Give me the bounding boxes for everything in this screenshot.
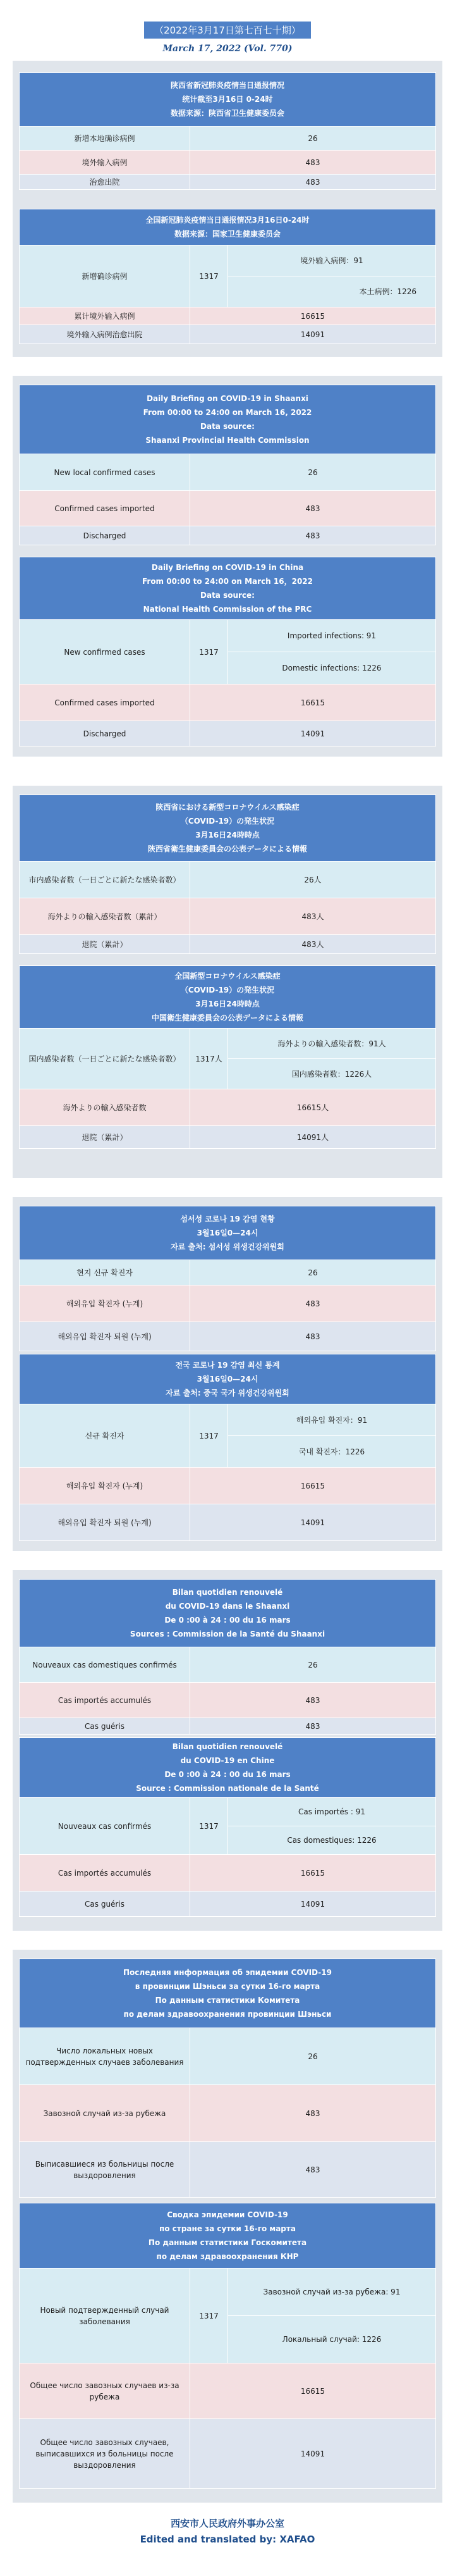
table-title bbox=[19, 795, 436, 862]
table-row bbox=[19, 1798, 436, 1855]
title-line: 전국 코로나 19 감염 최신 통계 bbox=[175, 1361, 280, 1370]
sub-value: Cas importés : 91 bbox=[298, 1807, 365, 1816]
sub-value: 本土病例：1226 bbox=[228, 276, 435, 307]
row-label: Общее число завозных случаев, выписавшихся из больницы после выздоровления bbox=[20, 2419, 190, 2488]
title-line: du COVID-19 en Chine bbox=[180, 1756, 275, 1765]
shaanxi-table-ja bbox=[19, 795, 436, 954]
table-title bbox=[19, 72, 436, 127]
row-value: 26 bbox=[308, 1268, 318, 1277]
table-row bbox=[19, 2142, 436, 2198]
row-label: 累计境外输入病例 bbox=[20, 307, 190, 325]
section-french bbox=[13, 1570, 442, 1931]
table-row bbox=[19, 1404, 436, 1468]
title-line: De 0 :00 à 24 : 00 du 16 mars bbox=[164, 1616, 291, 1625]
table-row bbox=[19, 1089, 436, 1126]
title-line: 陝西省における新型コロナウイルス感染症 bbox=[155, 803, 300, 812]
row-value: 14091 bbox=[300, 729, 325, 738]
table-row bbox=[19, 1892, 436, 1917]
table-row bbox=[19, 935, 436, 954]
title-line: 陝西省衛生健康委員会の公表データによる情報 bbox=[147, 845, 307, 853]
row-label: 退院（累計） bbox=[20, 1126, 190, 1148]
row-value: 16615 bbox=[300, 1868, 325, 1878]
table-row bbox=[19, 491, 436, 526]
row-label: Новый подтвержденный случай заболевания bbox=[20, 2269, 190, 2363]
title-line: Data source: bbox=[200, 422, 255, 431]
row-label: 해외유입 확진자 퇴원 (누계) bbox=[20, 1504, 190, 1540]
row-value: 16615 bbox=[300, 311, 325, 321]
row-label: 市内感染者数（一日ごとに新たな感染者数） bbox=[20, 862, 190, 898]
table-title bbox=[19, 1579, 436, 1647]
title-line: по делам здравоохранения КНР bbox=[156, 2252, 299, 2261]
sub-value: Завозной случай из-за рубежа: 91 bbox=[263, 2288, 401, 2296]
row-label: 境外输入病例治愈出院 bbox=[20, 325, 190, 344]
title-line: Source : Commission nationale de la Santé bbox=[136, 1784, 319, 1793]
table-row bbox=[19, 1285, 436, 1322]
title-line: Последняя информация об эпидемии COVID-19 bbox=[123, 1968, 332, 1977]
table-title bbox=[19, 1206, 436, 1260]
table-title bbox=[19, 1959, 436, 2028]
title-line: Daily Briefing on COVID-19 in China bbox=[151, 563, 304, 572]
table-row bbox=[19, 620, 436, 684]
row-label: Nouveaux cas confirmés bbox=[20, 1798, 190, 1854]
row-value: 26 bbox=[308, 1660, 318, 1669]
sub-breakdown bbox=[228, 1798, 435, 1854]
table-row bbox=[19, 1718, 436, 1735]
title-line: 자료 출처: 중국 국가 위생건강위원회 bbox=[166, 1389, 289, 1397]
row-total: 1317 bbox=[190, 620, 228, 684]
table-row bbox=[19, 307, 436, 325]
table-title bbox=[19, 209, 436, 245]
title-line: 数据来源：国家卫生健康委员会 bbox=[174, 230, 281, 238]
row-value: 16615 bbox=[300, 2386, 325, 2396]
table-row bbox=[19, 325, 436, 344]
table-row bbox=[19, 526, 436, 545]
title-line: 3月16日24時時点 bbox=[195, 831, 260, 839]
row-label: Завозной случай из-за рубежа bbox=[20, 2085, 190, 2141]
table-row bbox=[19, 1126, 436, 1149]
china-table-ko bbox=[19, 1354, 436, 1541]
row-value: 14091 bbox=[300, 1518, 325, 1527]
section-korean bbox=[13, 1197, 442, 1551]
title-line: 全国新冠肺炎疫情当日通报情况3月16日0-24时 bbox=[145, 216, 310, 225]
title-line: по стране за сутки 16-го марта bbox=[159, 2224, 296, 2233]
row-label: Nouveaux cas domestiques confirmés bbox=[20, 1647, 190, 1682]
sub-breakdown bbox=[228, 620, 435, 684]
title-line: 统计截至3月16日 0-24时 bbox=[182, 95, 273, 104]
shaanxi-table-ru bbox=[19, 1959, 436, 2198]
sub-value: 국내 확진자：1226 bbox=[228, 1435, 435, 1467]
row-label: Confirmed cases imported bbox=[20, 684, 190, 721]
row-label: 国内感染者数（一日ごとに新たな感染者数） bbox=[20, 1029, 190, 1089]
row-label: Cas guéris bbox=[20, 1718, 190, 1734]
row-value: 483 bbox=[305, 504, 320, 513]
row-label: 현지 신규 확진자 bbox=[20, 1260, 190, 1285]
table-row bbox=[19, 175, 436, 190]
row-label: Cas guéris bbox=[20, 1892, 190, 1916]
row-value: 14091人 bbox=[296, 1132, 329, 1142]
table-row bbox=[19, 1260, 436, 1285]
shaanxi-table-en bbox=[19, 385, 436, 545]
row-label: Discharged bbox=[20, 526, 190, 545]
table-row bbox=[19, 2269, 436, 2363]
title-line: du COVID-19 dans le Shaanxi bbox=[165, 1602, 290, 1611]
table-row bbox=[19, 862, 436, 898]
title-line: 数据来源：陕西省卫生健康委员会 bbox=[170, 109, 284, 118]
table-title bbox=[19, 385, 436, 454]
china-table-en bbox=[19, 557, 436, 746]
row-label: New confirmed cases bbox=[20, 620, 190, 684]
title-line: 3月16日24時時点 bbox=[195, 1000, 260, 1008]
table-row bbox=[19, 1029, 436, 1089]
table-row bbox=[19, 2085, 436, 2142]
title-line: Bilan quotidien renouvelé bbox=[172, 1588, 283, 1597]
footer bbox=[0, 2517, 455, 2545]
table-row bbox=[19, 898, 436, 935]
section-russian bbox=[13, 1950, 442, 2503]
table-title bbox=[19, 1737, 436, 1798]
row-value: 16615 bbox=[300, 1481, 325, 1490]
sub-value: Domestic infections: 1226 bbox=[228, 652, 435, 684]
footer-credit: Edited and translated by: XAFAO bbox=[140, 2534, 315, 2545]
title-line: Sources : Commission de la Santé du Shaanxi bbox=[130, 1630, 325, 1638]
title-line: From 00:00 to 24:00 on March 16，2022 bbox=[142, 577, 313, 586]
title-line: Data source: bbox=[200, 591, 255, 600]
title-line: 3월16일0—24시 bbox=[197, 1375, 258, 1384]
row-label: Cas importés accumulés bbox=[20, 1855, 190, 1891]
issue-subtitle: March 17, 2022 (Vol. 770) bbox=[162, 44, 293, 54]
sub-value: 해외유입 확진자：91 bbox=[296, 1415, 368, 1425]
title-line: в провинции Шэньси за сутки 16-го марта bbox=[135, 1982, 320, 1991]
row-value: 26 bbox=[308, 2052, 318, 2061]
table-row bbox=[19, 2419, 436, 2489]
title-line: 자료 출처: 섬서성 위생건강위원회 bbox=[171, 1242, 284, 1251]
row-label: Число локальных новых подтвержденных случаев заболевания bbox=[20, 2028, 190, 2084]
footer-org: 西安市人民政府外事办公室 bbox=[170, 2518, 284, 2529]
title-line: Shaanxi Provincial Health Commission bbox=[145, 436, 310, 445]
table-row bbox=[19, 1683, 436, 1718]
row-value: 14091 bbox=[300, 2449, 325, 2458]
row-total: 1317人 bbox=[190, 1029, 228, 1089]
table-row bbox=[19, 2028, 436, 2085]
row-label: 治愈出院 bbox=[20, 175, 190, 189]
table-row bbox=[19, 684, 436, 721]
row-value: 26人 bbox=[304, 875, 322, 884]
china-table-ja bbox=[19, 965, 436, 1149]
sub-breakdown bbox=[228, 1404, 435, 1467]
row-value: 483 bbox=[305, 2165, 320, 2174]
row-value: 483人 bbox=[301, 912, 324, 921]
row-label: 新增确诊病例 bbox=[20, 245, 190, 307]
sub-value: 境外输入病例：91 bbox=[300, 256, 363, 265]
table-title bbox=[19, 557, 436, 620]
row-label: 해외유입 확진자 (누계) bbox=[20, 1468, 190, 1504]
row-value: 483 bbox=[305, 1332, 320, 1341]
table-row bbox=[19, 245, 436, 307]
title-line: по делам здравоохранения провинции Шэньси bbox=[123, 2010, 332, 2019]
row-value: 483人 bbox=[301, 939, 324, 949]
row-value: 14091 bbox=[300, 1899, 325, 1909]
row-label: 신규 확진자 bbox=[20, 1404, 190, 1467]
table-title bbox=[19, 1354, 436, 1404]
sub-value: 海外よりの輸入感染者数：91人 bbox=[277, 1039, 386, 1048]
title-line: По данным статистики Госкомитета bbox=[148, 2238, 307, 2247]
section-chinese bbox=[13, 61, 442, 357]
row-label: New local confirmed cases bbox=[20, 454, 190, 490]
table-row bbox=[19, 1322, 436, 1351]
china-table-ru bbox=[19, 2203, 436, 2489]
title-line: Daily Briefing on COVID-19 in Shaanxi bbox=[147, 394, 308, 403]
title-line: （COVID-19）の発生状況 bbox=[180, 817, 275, 826]
row-value: 16615人 bbox=[296, 1103, 329, 1112]
table-title bbox=[19, 2203, 436, 2269]
title-line: Сводка эпидемии COVID-19 bbox=[167, 2210, 288, 2219]
row-value: 26 bbox=[308, 133, 318, 143]
title-line: Bilan quotidien renouvelé bbox=[172, 1742, 283, 1751]
shaanxi-table-zh bbox=[19, 72, 436, 190]
sub-breakdown bbox=[228, 245, 435, 307]
row-label: 境外输入病例 bbox=[20, 151, 190, 174]
sub-breakdown bbox=[228, 1029, 435, 1089]
row-total: 1317 bbox=[190, 2269, 228, 2363]
row-value: 483 bbox=[305, 531, 320, 540]
row-label: Confirmed cases imported bbox=[20, 491, 190, 526]
row-label: 해외유입 확진자 퇴원 (누계) bbox=[20, 1322, 190, 1351]
row-value: 483 bbox=[305, 177, 320, 187]
table-row bbox=[19, 1855, 436, 1892]
table-row bbox=[19, 1468, 436, 1504]
row-value: 483 bbox=[305, 1721, 320, 1731]
title-line: （COVID-19）の発生状況 bbox=[180, 986, 275, 994]
section-english bbox=[13, 376, 442, 757]
table-row bbox=[19, 2363, 436, 2419]
title-line: From 00:00 to 24:00 on March 16, 2022 bbox=[143, 408, 312, 417]
row-label: 新增本地确诊病例 bbox=[20, 127, 190, 150]
table-row bbox=[19, 454, 436, 491]
title-line: 中国衛生健康委員会の公表データによる情報 bbox=[151, 1013, 303, 1022]
row-total: 1317 bbox=[190, 245, 228, 307]
row-label: Cas importés accumulés bbox=[20, 1683, 190, 1718]
row-label: 退院（累計） bbox=[20, 935, 190, 953]
title-line: 3월16일0—24시 bbox=[197, 1229, 258, 1237]
row-value: 26 bbox=[308, 468, 318, 477]
row-label: 海外よりの輸入感染者数（累計） bbox=[20, 898, 190, 934]
row-value: 483 bbox=[305, 158, 320, 167]
china-table-fr bbox=[19, 1737, 436, 1917]
row-value: 483 bbox=[305, 1299, 320, 1308]
row-value: 14091 bbox=[300, 330, 325, 339]
row-value: 483 bbox=[305, 2108, 320, 2118]
title-line: 섬서성 코로나 19 감염 현황 bbox=[180, 1215, 275, 1223]
sub-value: Локальный случай: 1226 bbox=[228, 2315, 435, 2363]
row-label: Discharged bbox=[20, 721, 190, 746]
shaanxi-table-fr bbox=[19, 1579, 436, 1735]
row-value: 16615 bbox=[300, 698, 325, 707]
table-row bbox=[19, 1504, 436, 1541]
sub-value: 国内感染者数：1226人 bbox=[228, 1058, 435, 1089]
row-label: 海外よりの輸入感染者数 bbox=[20, 1089, 190, 1125]
sub-value: Cas domestiques: 1226 bbox=[228, 1826, 435, 1854]
row-total: 1317 bbox=[190, 1404, 228, 1467]
row-total: 1317 bbox=[190, 1798, 228, 1854]
table-title bbox=[19, 965, 436, 1029]
china-table-zh bbox=[19, 209, 436, 344]
title-line: 全国新型コロナウイルス感染症 bbox=[174, 972, 281, 981]
table-row bbox=[19, 151, 436, 175]
table-row bbox=[19, 127, 436, 151]
row-label: 해외유입 확진자 (누계) bbox=[20, 1285, 190, 1322]
table-row bbox=[19, 1647, 436, 1683]
row-value: 483 bbox=[305, 1695, 320, 1705]
table-row bbox=[19, 721, 436, 746]
sub-value: Imported infections: 91 bbox=[287, 631, 377, 640]
issue-title: （2022年3月17日第七百七十期） bbox=[144, 22, 311, 39]
title-line: De 0 :00 à 24 : 00 du 16 mars bbox=[164, 1770, 291, 1779]
sub-breakdown bbox=[228, 2269, 435, 2363]
issue-header bbox=[101, 16, 354, 54]
shaanxi-table-ko bbox=[19, 1206, 436, 1351]
row-label: Общее число завозных случаев из-за рубежа bbox=[20, 2363, 190, 2418]
row-label: Выписавшиеся из больницы после выздоровления bbox=[20, 2142, 190, 2197]
section-japanese bbox=[13, 786, 442, 1178]
title-line: По данным статистики Комитета bbox=[155, 1996, 300, 2005]
title-line: National Health Commission of the PRC bbox=[143, 605, 312, 614]
title-line: 陕西省新冠肺炎疫情当日通报情况 bbox=[170, 81, 284, 90]
